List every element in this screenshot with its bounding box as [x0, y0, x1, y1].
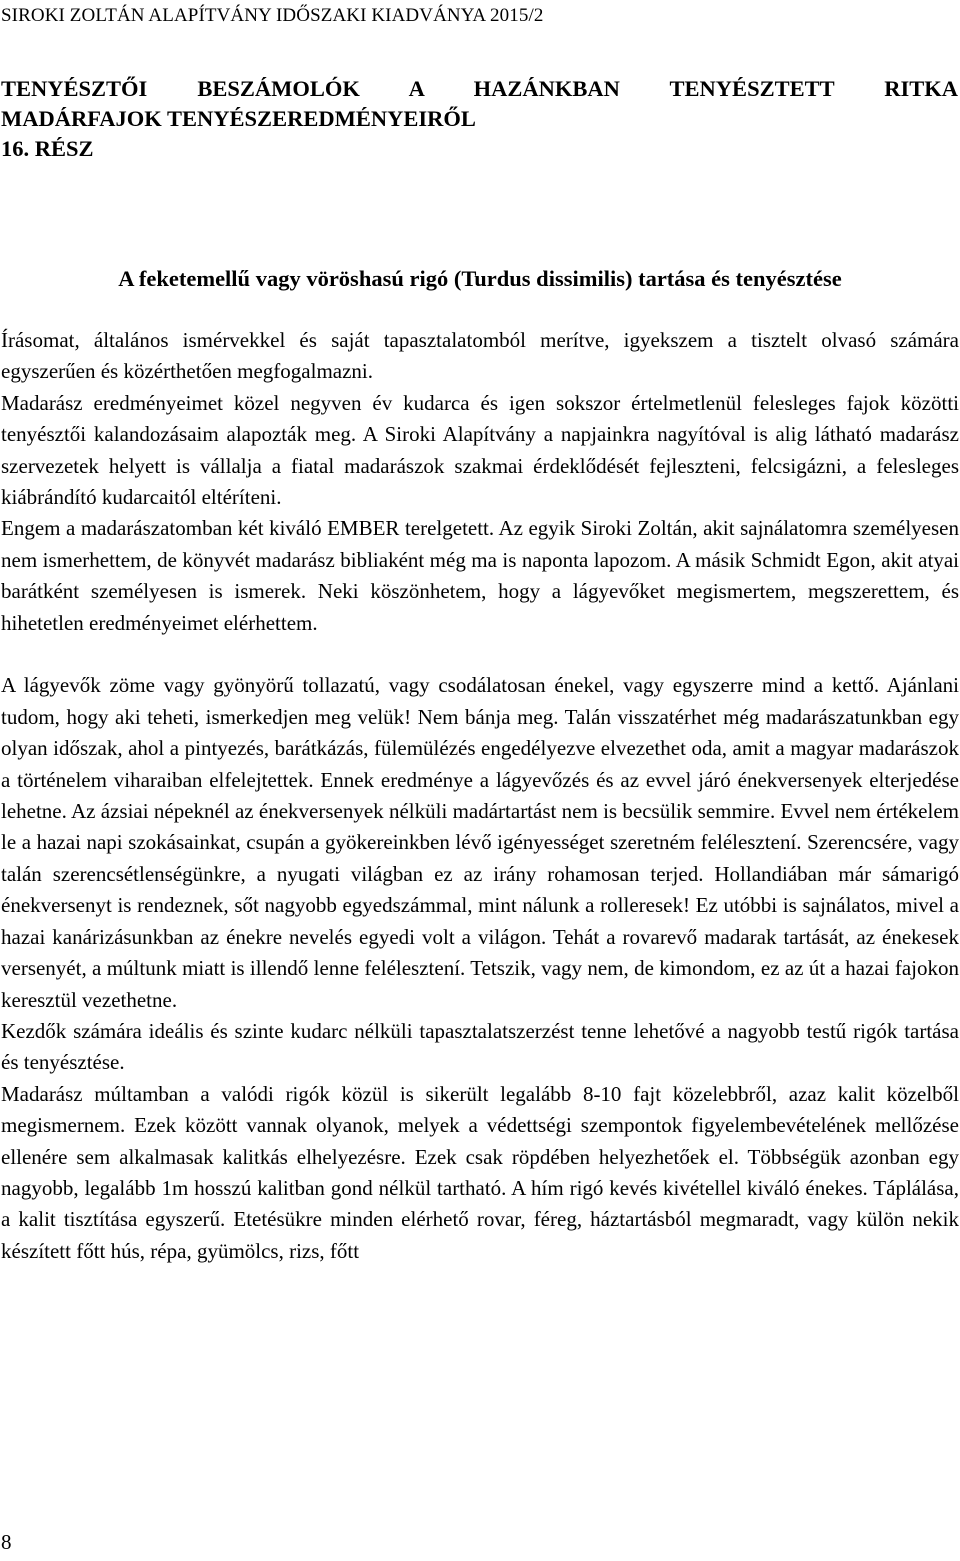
article-title-line-2: MADÁRFAJOK TENYÉSZEREDMÉNYEIRŐL [1, 106, 476, 131]
article-title-line-1: TENYÉSZTŐI BESZÁMOLÓK A HAZÁNKBAN TENYÉSZTETT RITKA [1, 76, 958, 101]
paragraph: Madarász múltamban a valódi rigók közül is sikerült legalább 8-10 fajt közelebbről, azaz kalit közelből megismernem. Ezek között vannak olyanok, melyek a védettségi szempontok figyelembevételének mellőzése ellenére sem alkalmasak kalitkás elhelyezésre. Ezek csak röpdében helyezhetőek el. Többségük azonban egy nagyobb, legalább 1m hosszú kalitban gond nélkül tartható. A hím rigó kevés kivétellel kiváló énekes. Táplálása, a kalit tisztítása egyszerű. Etetésükre minden elérhető rovar, féreg, háztartásból megmaradt, vagy külön nekik készített főtt hús, répa, gyümölcs, rizs, főtt [1, 1081, 959, 1263]
article-title [1, 74, 958, 164]
paragraph: Kezdők számára ideális és szinte kudarc nélküli tapasztalatszerzést tenne lehetővé a nagyobb testű rigók tartása és tenyésztése. [1, 1018, 959, 1075]
running-header: SIROKI ZOLTÁN ALAPÍTVÁNY IDŐSZAKI KIADVÁNYA 2015/2 [1, 5, 544, 26]
paragraph: Engem a madarászatomban két kiváló EMBER terelgetett. Az egyik Siroki Zoltán, akit sajnálatomra személyesen nem ismerhettem, de könyvét madarász bibliaként még ma is naponta lapozom. A másik Schmidt Egon, akit atyai barátként személyesen is ismerek. Neki köszönhetem, hogy a lágyevőket megismertem, megszerettem, és hihetetlen eredményeimet elérhettem. [1, 516, 959, 635]
paragraph-spacer [1, 639, 959, 670]
article-body [1, 325, 959, 1267]
paragraph: Írásomat, általános ismérvekkel és saját tapasztalatomból merítve, igyekszem a tisztelt olvasó számára egyszerűen és közérthetően megfogalmazni. [1, 328, 959, 384]
page-number: 8 [1, 1530, 12, 1554]
article-subtitle: A feketemellű vagy vöröshasú rigó (Turdus dissimilis) tartása és tenyésztése [118, 266, 842, 291]
paragraph: Madarász eredményeimet közel negyven év kudarca és igen sokszor értelmetlenül felesleges fajok közötti tenyésztői kalandozásaim alapozták meg. A Siroki Alapítvány a napjainkra nagyítóval is alig látható madarász szervezetek helyett is vállalja a fiatal madarászok szakmai érdeklődését fejleszteni, felcsigázni, a felesleges kiábrándító kudarcaitól eltéríteni. [1, 390, 959, 510]
paragraph: A lágyevők zöme vagy gyönyörű tollazatú, vagy csodálatosan énekel, vagy egyszerre mind a kettő. Ajánlani tudom, hogy aki teheti, ismerkedjen meg velük! Nem bánja meg. Talán visszatérhet még madarászatunkban egy olyan időszak, ahol a pintyezés, barátkázás, fülemülézés engedélyezve elvezethet oda, amit a magyar madarászok a történelem viharaiban elfelejtettek. Ennek eredménye a lágyevőzés és az evvel járó énekversenyek elterjedése lehetne. Az ázsiai népeknél az énekversenyek nélküli madártartást nem is becsülik semmire. Evvel nem értékelem le a hazai napi szokásainkat, csupán a gyökereinkben lévő igényességet szeretném felélesztení. Szerencsére, vagy talán szerencsétlenségünkre, a nyugati világban ez az irány rohamosan terjed. Hollandiában már sámarigó énekversenyt is rendeznek, sőt nagyobb egyedszámmal, mint nálunk a rolleresek! Ez utóbbi is sajnálatos, mivel a hazai kanárizásunkban az énekre nevelés egyedi volt a világon. Tehát a rovarevő madarak tartását, az énekesek versenyét, a múltunk miatt is illendő lenne felélesztení. Tetszik, vagy nem, de kimondom, ez az út a hazai fajokon keresztül vezethetne. [1, 673, 959, 1012]
article-title-line-3: 16. RÉSZ [1, 136, 94, 161]
